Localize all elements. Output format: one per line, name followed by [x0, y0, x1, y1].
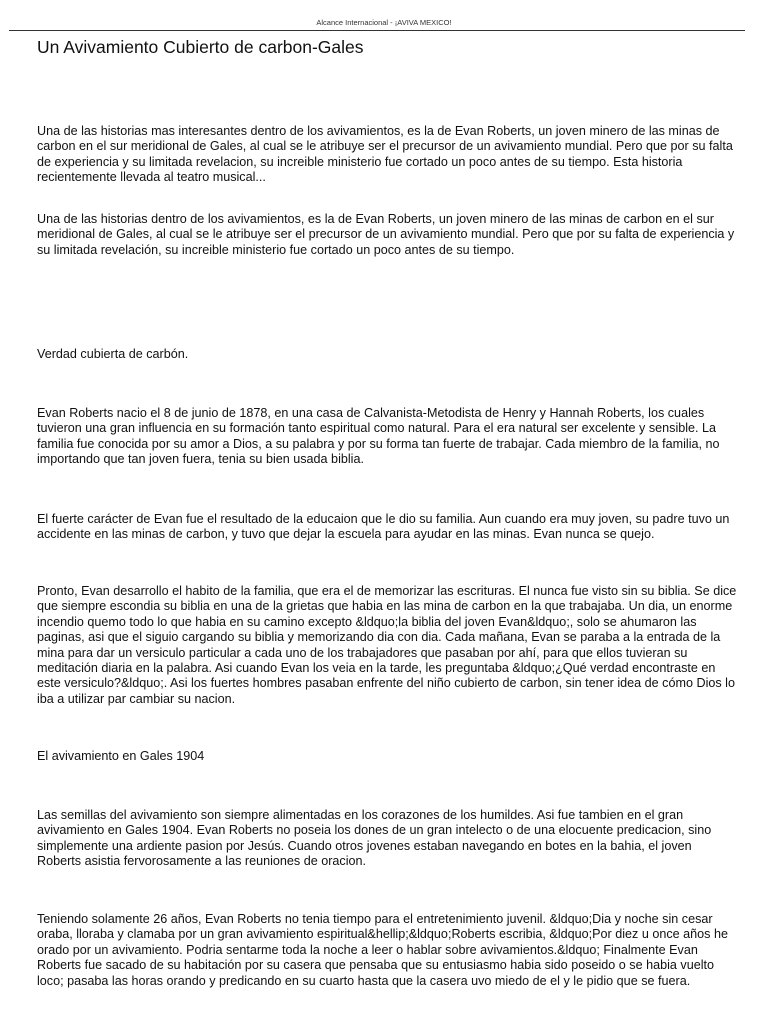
paragraph-seeds: Las semillas del avivamiento son siempre alimentadas en los corazones de los humildes. Asi fue tambien en el gran avivamiento en Gales 1904. Evan Roberts no poseia los dones de un gran intelecto o de una elocuente predicacion, sino simplemente una ardiente pasion por Jesús. Cuando otros jovenes estaban navegando en botes en la bahia, el joven Roberts asistia fervorosamente a las reuniones de oracion.	[37, 808, 712, 869]
article-title: Un Avivamiento Cubierto de carbon-Gales	[37, 37, 364, 57]
paragraph-prayer: Teniendo solamente 26 años, Evan Roberts no tenia tiempo para el entretenimiento juvenil. &ldquo;Dia y noche sin cesar oraba, lloraba y clamaba por un gran avivamiento espiritual&hellip;&ldquo;Roberts escribia, &ldquo;Por diez u once años he orado por un avivamiento. Podria sentarme toda la noche a leer o hablar sobre avivamientos.&ldquo; Finalmente Evan Roberts fue sacado de su habitación por su casera que pensaba que su entusiasmo habia sido poseido o se habia vuelto loco; pasaba las horas orando y predicando en su cuarto hasta que la casera uvo miedo de el y le pidio que se fuera.	[37, 912, 728, 988]
section-heading-gales-1904: El avivamiento en Gales 1904	[37, 749, 205, 763]
paragraph-birth: Evan Roberts nacio el 8 de junio de 1878, en una casa de Calvanista-Metodista de Henry y Hannah Roberts, los cuales tuvieron una gran influencia en su formación tanto espiritual como natural. Para el era natural ser excelente y sensible. La familia fue conocida por su amor a Dios, a su palabra y por su forma tan fuerte de trabajar. Cada miembro de la familia, no importando que tan joven fuera, tenia su bien usada biblia.	[37, 406, 720, 467]
paragraph-summary: Una de las historias dentro de los avivamientos, es la de Evan Roberts, un joven minero de las minas de carbon en el sur meridional de Gales, al cual se le atribuye ser el precursor de un avivamiento mundial. Pero que por su falta de experiencia y su limitada revelación, su increible ministerio fue cortado un poco antes de su tiempo.	[37, 212, 735, 257]
paragraph-intro: Una de las historias mas interesantes dentro de los avivamientos, es la de Evan Roberts, un joven minero de las minas de carbon en el sur meridional de Gales, al cual se le atribuye ser el precursor de un avivamiento mundial. Pero que por su falta de experiencia y su limitada revelacion, su increible ministerio fue cortado un poco antes de su tiempo. Esta historia recientemente llevada al teatro musical...	[37, 124, 733, 185]
header-divider	[9, 30, 745, 31]
paragraph-bible-habit: Pronto, Evan desarrollo el habito de la familia, que era el de memorizar las escrituras. El nunca fue visto sin su biblia. Se dice que siempre escondia su biblia en una de la grietas que habia en las mina de carbon en la que trabajaba. Un dia, un enorme incendio quemo todo lo que habia en su camino excepto &ldquo;la biblia del joven Evan&ldquo;, solo se ahumaron las paginas, asi que el siguio cargando su biblia y memorizando dia con dia. Cada mañana, Evan se paraba a la entrada de la mina para dar un versiculo particular a cada uno de los trabajadores que pasaban por ahí, para que ellos tuvieran su meditación diaria en la palabra. Asi cuando Evan los veia en la tarde, les preguntaba &ldquo;¿Qué verdad encontraste en este versiculo?&ldquo;. Asi los fuertes hombres pasaban enfrente del niño cubierto de carbon, sin tener idea de cómo Dios lo iba a utilizar par cambiar su nacion.	[37, 584, 737, 706]
running-title: Alcance Internacional - ¡AVIVA MEXICO!	[316, 18, 452, 27]
section-heading-verdad: Verdad cubierta de carbón.	[37, 347, 189, 361]
paragraph-character: El fuerte carácter de Evan fue el resultado de la educaion que le dio su familia. Aun cuando era muy joven, su padre tuvo un accidente en las minas de carbon, y tuvo que dejar la escuela para ayudar en las minas. Evan nunca se quejo.	[37, 512, 730, 542]
